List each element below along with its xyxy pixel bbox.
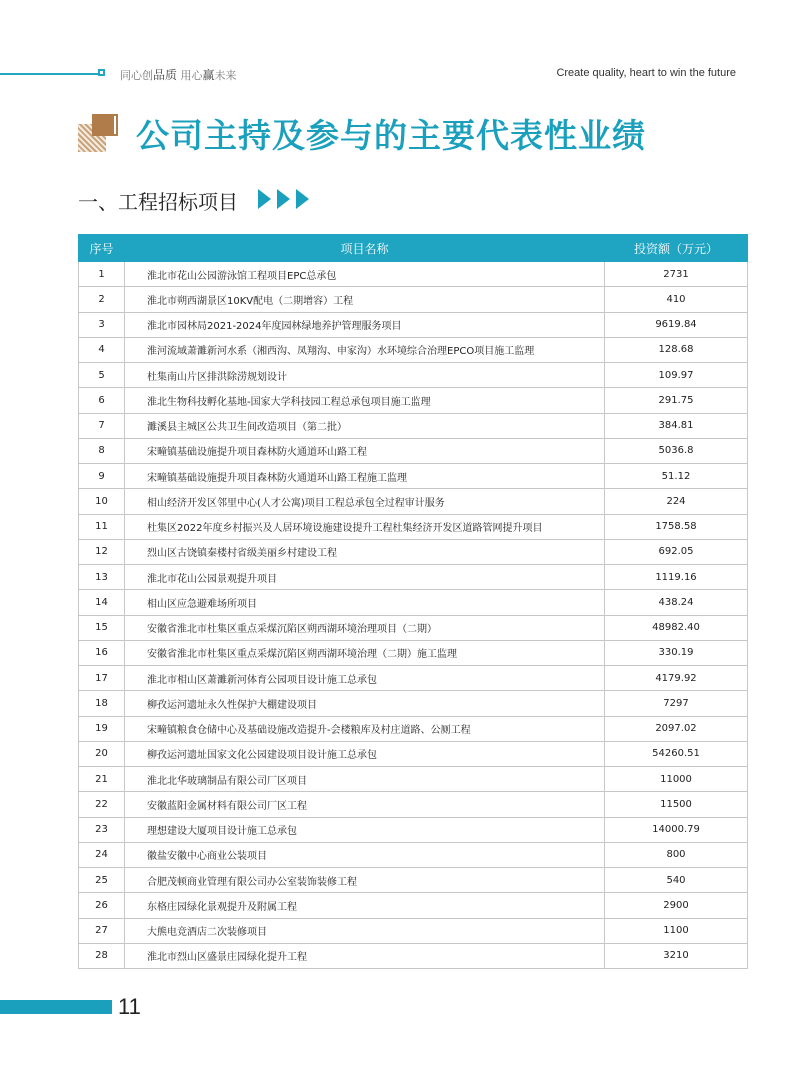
investment-amount: 291.75	[605, 388, 748, 413]
table-row	[79, 565, 748, 590]
slogan-chinese: 同心创品质 用心赢未来	[120, 68, 237, 82]
table-row	[79, 287, 748, 312]
row-number: 28	[79, 943, 125, 968]
row-number: 2	[79, 287, 125, 312]
page-number: 11	[118, 994, 141, 1019]
project-name: 柳孜运河遗址永久性保护大棚建设项目	[125, 691, 605, 716]
investment-amount: 5036.8	[605, 438, 748, 463]
row-number: 5	[79, 363, 125, 388]
table-row	[79, 691, 748, 716]
project-name: 合肥茂顿商业管理有限公司办公室装饰装修工程	[125, 868, 605, 893]
table-row	[79, 489, 748, 514]
investment-amount: 9619.84	[605, 312, 748, 337]
row-number: 1	[79, 262, 125, 287]
table-row	[79, 514, 748, 539]
table-row	[79, 438, 748, 463]
table-row	[79, 918, 748, 943]
table-row	[79, 337, 748, 362]
investment-amount: 3210	[605, 943, 748, 968]
investment-amount: 2097.02	[605, 716, 748, 741]
project-name: 烈山区古饶镇秦楼村省级美丽乡村建设工程	[125, 539, 605, 564]
project-name: 安徽蓝阳金属材料有限公司厂区工程	[125, 792, 605, 817]
project-name: 东格庄园绿化景观提升及附属工程	[125, 893, 605, 918]
project-name: 淮河流域萧濉新河水系（湘西沟、凤翔沟、申家沟）水环境综合治理EPCO项目施工监理	[125, 337, 605, 362]
project-name: 淮北市烈山区盛景庄园绿化提升工程	[125, 943, 605, 968]
investment-amount: 54260.51	[605, 741, 748, 766]
project-name: 宋疃镇粮食仓储中心及基础设施改造提升-会楼粮库及村庄道路、公厕工程	[125, 716, 605, 741]
investment-amount: 540	[605, 868, 748, 893]
row-number: 17	[79, 666, 125, 691]
table-row	[79, 868, 748, 893]
project-name: 相山区应急避难场所项目	[125, 590, 605, 615]
row-number: 3	[79, 312, 125, 337]
slogan-english: Create quality, heart to win the future	[556, 67, 736, 79]
row-number: 24	[79, 842, 125, 867]
investment-amount: 410	[605, 287, 748, 312]
table-row	[79, 413, 748, 438]
projects-table-container	[78, 234, 747, 969]
row-number: 9	[79, 464, 125, 489]
investment-amount: 692.05	[605, 539, 748, 564]
investment-amount: 109.97	[605, 363, 748, 388]
table-row	[79, 842, 748, 867]
row-number: 13	[79, 565, 125, 590]
investment-amount: 14000.79	[605, 817, 748, 842]
investment-amount: 128.68	[605, 337, 748, 362]
table-row	[79, 817, 748, 842]
investment-amount: 7297	[605, 691, 748, 716]
header-investment: 投资额（万元）	[605, 235, 748, 262]
project-name: 淮北市相山区萧濉新河体育公园项目设计施工总承包	[125, 666, 605, 691]
row-number: 22	[79, 792, 125, 817]
project-name: 淮北生物科技孵化基地-国家大学科技园工程总承包项目施工监理	[125, 388, 605, 413]
project-name: 淮北市园林局2021-2024年度园林绿地养护管理服务项目	[125, 312, 605, 337]
table-row	[79, 464, 748, 489]
investment-amount: 1100	[605, 918, 748, 943]
project-name: 淮北市朔西湖景区10KV配电（二期增容）工程	[125, 287, 605, 312]
project-name: 淮北市花山公园游泳馆工程项目EPC总承包	[125, 262, 605, 287]
table-row	[79, 388, 748, 413]
investment-amount: 800	[605, 842, 748, 867]
project-name: 安徽省淮北市杜集区重点采煤沉陷区朔西湖环境治理项目（二期）	[125, 615, 605, 640]
investment-amount: 51.12	[605, 464, 748, 489]
project-name: 徽盐安徽中心商业公装项目	[125, 842, 605, 867]
footer-bar	[0, 1000, 112, 1014]
table-row	[79, 893, 748, 918]
row-number: 20	[79, 741, 125, 766]
investment-amount: 224	[605, 489, 748, 514]
table-row	[79, 741, 748, 766]
row-number: 11	[79, 514, 125, 539]
project-name: 淮北市花山公园景观提升项目	[125, 565, 605, 590]
table-row	[79, 262, 748, 287]
row-number: 12	[79, 539, 125, 564]
table-row	[79, 767, 748, 792]
table-row	[79, 666, 748, 691]
arrow-right-icon	[258, 189, 271, 209]
project-name: 大熊电竞酒店二次装修项目	[125, 918, 605, 943]
table-row	[79, 716, 748, 741]
row-number: 18	[79, 691, 125, 716]
row-number: 19	[79, 716, 125, 741]
investment-amount: 1758.58	[605, 514, 748, 539]
table-header-row	[79, 235, 748, 262]
project-name: 濉溪县主城区公共卫生间改造项目（第二批）	[125, 413, 605, 438]
investment-amount: 4179.92	[605, 666, 748, 691]
table-row	[79, 943, 748, 968]
investment-amount: 438.24	[605, 590, 748, 615]
page-title: 公司主持及参与的主要代表性业绩	[136, 116, 646, 155]
project-name: 宋疃镇基础设施提升项目森林防火通道环山路工程	[125, 438, 605, 463]
investment-amount: 1119.16	[605, 565, 748, 590]
arrows-decoration	[258, 189, 309, 209]
row-number: 4	[79, 337, 125, 362]
section-heading: 一、工程招标项目	[78, 190, 238, 214]
header-line	[0, 73, 98, 75]
table-row	[79, 539, 748, 564]
projects-table	[78, 234, 748, 969]
investment-amount: 384.81	[605, 413, 748, 438]
row-number: 6	[79, 388, 125, 413]
row-number: 10	[79, 489, 125, 514]
row-number: 7	[79, 413, 125, 438]
investment-amount: 2900	[605, 893, 748, 918]
project-name: 淮北北华玻璃制品有限公司厂区项目	[125, 767, 605, 792]
investment-amount: 2731	[605, 262, 748, 287]
header-number: 序号	[79, 235, 125, 262]
investment-amount: 11500	[605, 792, 748, 817]
row-number: 14	[79, 590, 125, 615]
header-square-decoration	[98, 69, 105, 76]
row-number: 21	[79, 767, 125, 792]
table-row	[79, 363, 748, 388]
project-name: 杜集南山片区排洪除涝规划设计	[125, 363, 605, 388]
row-number: 8	[79, 438, 125, 463]
row-number: 16	[79, 640, 125, 665]
project-name: 柳孜运河遗址国家文化公园建设项目设计施工总承包	[125, 741, 605, 766]
row-number: 26	[79, 893, 125, 918]
table-row	[79, 792, 748, 817]
project-name: 理想建设大厦项目设计施工总承包	[125, 817, 605, 842]
table-row	[79, 615, 748, 640]
row-number: 23	[79, 817, 125, 842]
project-name: 杜集区2022年度乡村振兴及人居环境设施建设提升工程杜集经济开发区道路管网提升项目	[125, 514, 605, 539]
project-name: 安徽省淮北市杜集区重点采煤沉陷区朔西湖环境治理（二期）施工监理	[125, 640, 605, 665]
project-name: 宋疃镇基础设施提升项目森林防火通道环山路工程施工监理	[125, 464, 605, 489]
arrow-right-icon	[296, 189, 309, 209]
title-decoration-icon	[78, 114, 118, 154]
table-row	[79, 590, 748, 615]
row-number: 15	[79, 615, 125, 640]
row-number: 25	[79, 868, 125, 893]
investment-amount: 330.19	[605, 640, 748, 665]
table-row	[79, 640, 748, 665]
investment-amount: 11000	[605, 767, 748, 792]
row-number: 27	[79, 918, 125, 943]
investment-amount: 48982.40	[605, 615, 748, 640]
header-project-name: 项目名称	[125, 235, 605, 262]
table-row	[79, 312, 748, 337]
arrow-right-icon	[277, 189, 290, 209]
project-name: 相山经济开发区邻里中心(人才公寓)项目工程总承包全过程审计服务	[125, 489, 605, 514]
